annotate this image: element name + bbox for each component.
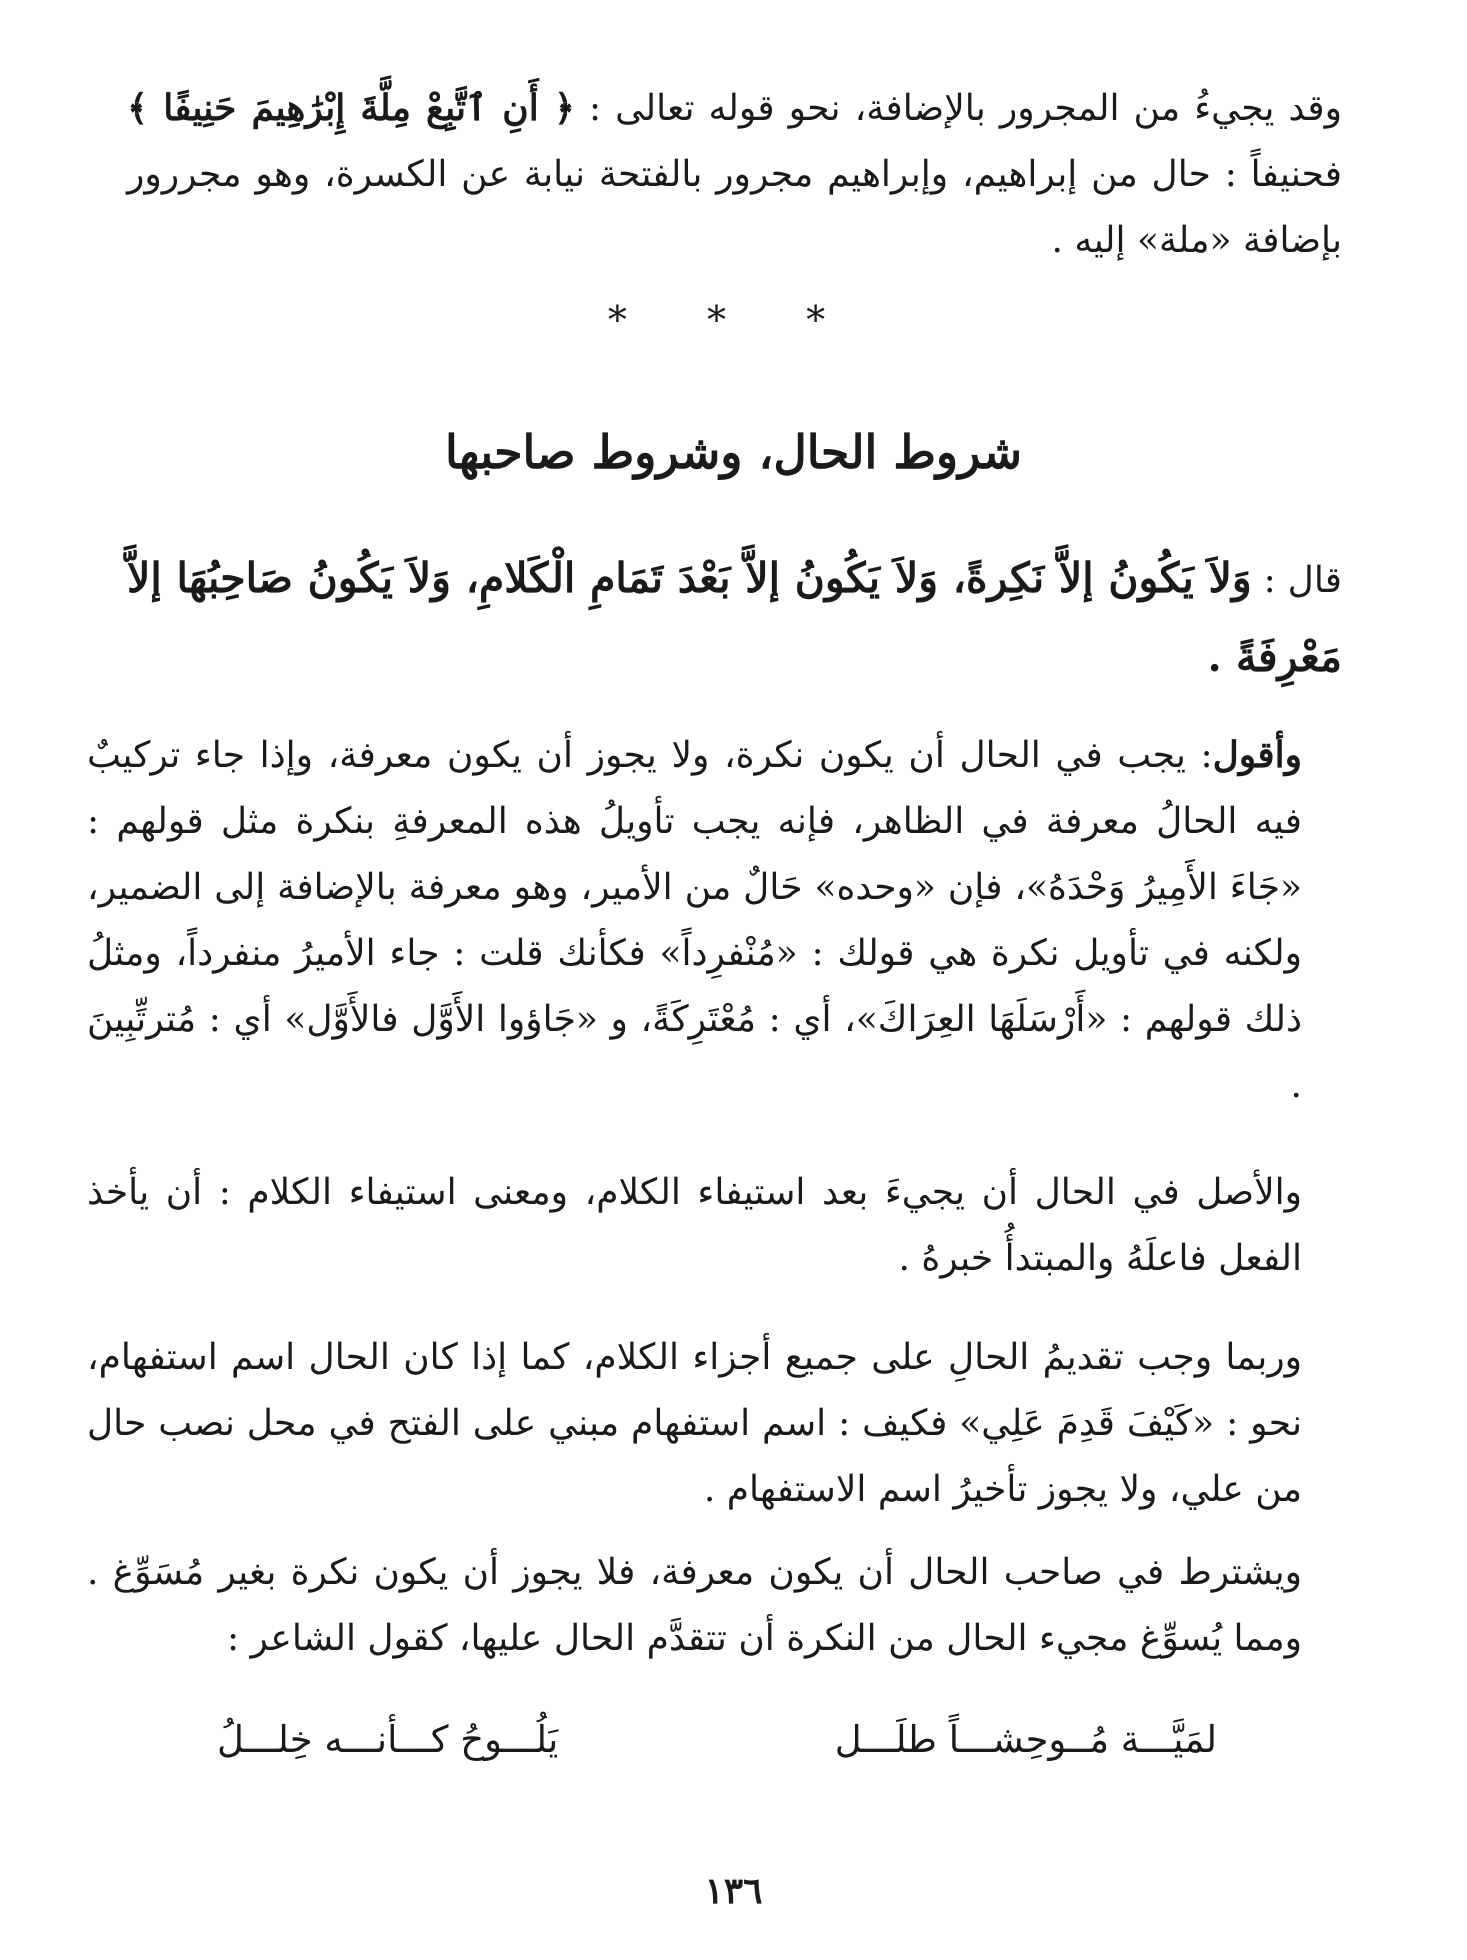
section-heading: شروط الحال، وشروط صاحبها: [445, 425, 1022, 479]
commentary-lead: وأقول: [1212, 734, 1302, 776]
verse-hemistich-first: لمَيَّـــة مُــوحِشـــاً طلَـــل: [834, 1718, 1217, 1761]
paragraph-condition: ويشترط في صاحب الحال أن يكون معرفة، فلا يجوز أن يكون نكرة بغير مُسَوِّغ . ومما يُسوِّغ مجيء الحال من النكرة أن تتقدَّم الحال عليها، كقول الشاعر :: [87, 1552, 1302, 1659]
intro-paragraph: [127, 75, 1342, 274]
paragraph-origin: والأصل في الحال أن يجيءَ بعد استيفاء الكلام، ومعنى استيفاء الكلام : أن يأخذ الفعل فاعلَهُ والمبتدأُ خبرهُ .: [87, 1172, 1302, 1279]
verse-hemistich-second: يَلُـــوحُ كـــأنـــه خِلـــلُ: [217, 1718, 559, 1761]
commentary-text: : يجب في الحال أن يكون نكرة، ولا يجوز أن يكون معرفة، وإذا جاء تركيبٌ فيه الحالُ معرفة في الظاهر، فإنه يجب تأويلُ هذه المعرفةِ بنكرة مثل قولهم : «جَاءَ الأَمِيرُ وَحْدَهُ»، فإن «وحده» حَالٌ من الأمير، وهو معرفة بالإضافة إلى الضمير، ولكنه في تأويل نكرة هي قولك : «مُنْفرِداً» فكأنك قلت : جاء الأميرُ منفرداً، ومثلُ ذلك قولهم : «أَرْسَلَهَا العِرَاكَ»، أي : مُعْتَرِكَةً، و «جَاؤوا الأَوَّل فالأَوَّل» أي : مُترتِّبِينَ .: [87, 735, 1303, 1106]
page-number: ١٣٦: [704, 1870, 763, 1912]
intro-rest: فحنيفاً : حال من إبراهيم، وإبراهيم مجرور بالفتحة نيابة عن الكسرة، وهو مجررور بإضافة «ملة» إليه .: [127, 154, 1342, 261]
quote-text: وَلاَ يَكُونُ إلاَّ نَكِرةً، وَلاَ يَكُونُ إلاَّ بَعْدَ تَمَامِ الْكَلامِ، وَلاَ يَكُونُ صَاحِبُهَا إلاَّ مَعْرِفَةً .: [127, 554, 1342, 681]
intro-lead: وقد يجيءُ من المجرور بالإضافة، نحو قوله تعالى :: [574, 88, 1342, 129]
poetry-verse: [217, 1710, 1217, 1770]
author-quote: [127, 540, 1342, 695]
quran-verse: ﴿ أَنِ ٱتَّبِعْ مِلَّةَ إِبْرَٰهِيمَ حَنِيفًا ﴾: [127, 87, 575, 129]
quote-lead: قال :: [1251, 560, 1342, 601]
paragraph-precedence: وربما وجب تقديمُ الحالِ على جميع أجزاء الكلام، كما إذا كان الحال اسم استفهام، نحو : «كَيْفَ قَدِمَ عَلِي» فكيف : اسم استفهام مبني على الفتح في محل نصب حال من علي، ولا يجوز تأخيرُ اسم الاستفهام .: [87, 1337, 1302, 1510]
section-separator: * * *: [607, 298, 860, 342]
paragraph-commentary: [87, 722, 1342, 1119]
